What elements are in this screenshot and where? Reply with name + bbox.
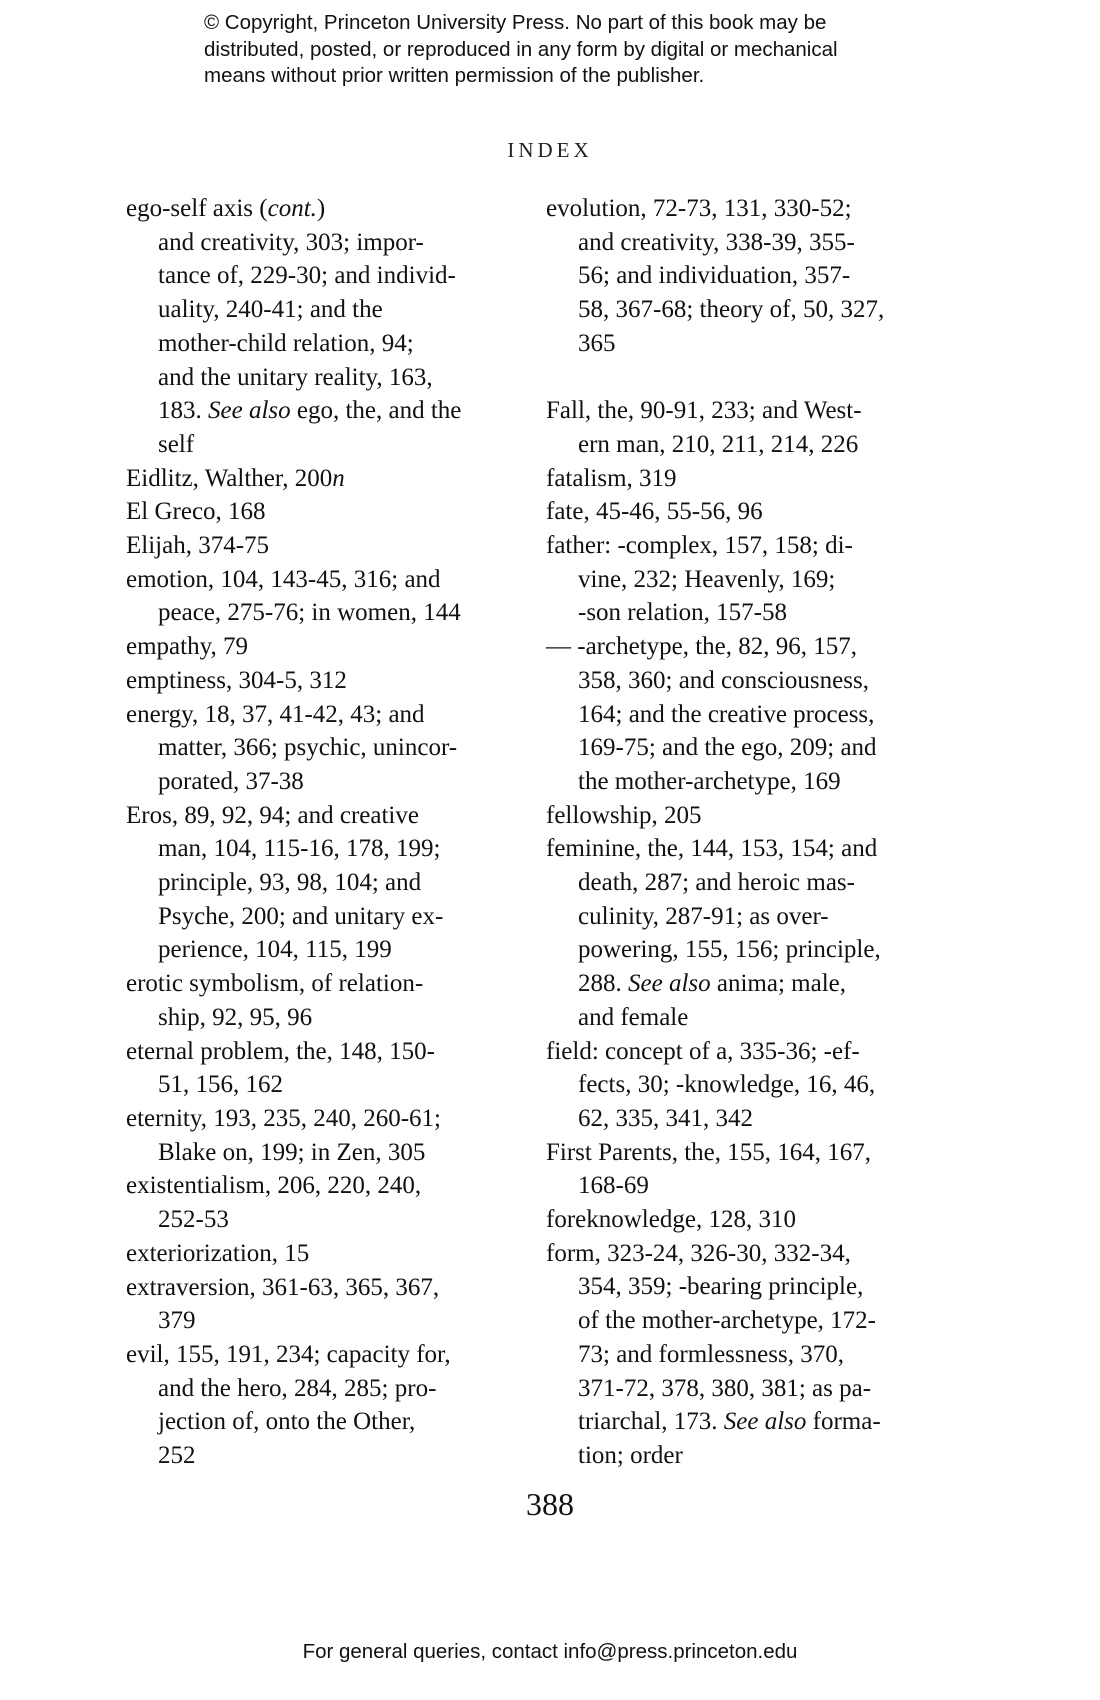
index-entry-line (126, 1102, 521, 1136)
index-subentry-line (546, 293, 926, 327)
entry-text: and creativity, 338-39, 355- (578, 228, 855, 256)
index-subentry-line (546, 1102, 926, 1136)
entry-text: Blake on, 199; in Zen, 305 (158, 1138, 426, 1166)
entry-text: forma- (806, 1408, 881, 1436)
entry-text: 51, 156, 162 (158, 1071, 283, 1099)
entry-text: exteriorization, 15 (126, 1239, 310, 1267)
index-subentry-line (546, 967, 926, 1001)
index-column-left (126, 192, 521, 1473)
index-subentry-line (126, 1001, 521, 1035)
entry-text: self (158, 430, 195, 458)
entry-text: tion; order (578, 1442, 683, 1469)
entry-text: ) (316, 195, 326, 222)
entry-text: 365 (578, 329, 616, 357)
entry-spacer (546, 361, 926, 395)
index-entry-line (546, 462, 926, 496)
entry-text: First Parents, the, 155, 164, 167, (546, 1138, 871, 1166)
index-subentry-line (126, 259, 521, 293)
entry-text: 252-53 (158, 1206, 229, 1234)
entry-text: ship, 92, 95, 96 (158, 1003, 313, 1031)
entry-text: — -archetype, the, 82, 96, 157, (546, 633, 858, 661)
entry-text: empathy, 79 (126, 633, 248, 661)
index-subentry-line (546, 933, 926, 967)
entry-text: jection of, onto the Other, (158, 1408, 416, 1436)
index-entry-line (126, 563, 521, 597)
entry-text: 288. (578, 970, 628, 998)
index-subentry-line (546, 327, 926, 361)
index-entry-line (126, 462, 521, 496)
entry-text: fate, 45-46, 55-56, 96 (546, 498, 763, 526)
index-entry-line (126, 1237, 521, 1271)
index-subentry-line (126, 731, 521, 765)
copyright-notice (204, 10, 924, 90)
index-entry-line (126, 630, 521, 664)
entry-text: 169-75; and the ego, 209; and (578, 734, 877, 762)
index-entry-line (546, 630, 926, 664)
index-entry-line (546, 1136, 926, 1170)
index-entry-line (126, 799, 521, 833)
index-entry-line (546, 1035, 926, 1069)
index-subentry-line (126, 900, 521, 934)
index-subentry-line (546, 1001, 926, 1035)
index-subentry-line (126, 933, 521, 967)
entry-text: matter, 366; psychic, unincor- (158, 734, 458, 762)
footer-contact: For general queries, contact info@press.princeton.edu (302, 1640, 798, 1663)
entry-text: 354, 359; -bearing principle, (578, 1273, 864, 1301)
index-heading: INDEX (507, 138, 593, 162)
entry-text: 358, 360; and consciousness, (578, 666, 869, 694)
entry-text: Eros, 89, 92, 94; and creative (126, 801, 419, 829)
index-subentry-line (126, 1439, 521, 1473)
entry-text: evolution, 72-73, 131, 330-52; (546, 195, 852, 222)
index-subentry-line (126, 327, 521, 361)
entry-text: -son relation, 157-58 (578, 599, 787, 627)
index-entry-line (546, 495, 926, 529)
copyright-line: distributed, posted, or reproduced in any form by digital or mechanical (204, 37, 838, 61)
entry-text: fellowship, 205 (546, 801, 702, 829)
index-entry-line (126, 529, 521, 563)
entry-italic-text: See also (723, 1408, 807, 1436)
entry-text: mother-child relation, 94; (158, 329, 414, 357)
index-subentry-line (126, 1405, 521, 1439)
entry-text: emptiness, 304-5, 312 (126, 666, 347, 694)
entry-text: erotic symbolism, of relation- (126, 970, 424, 998)
index-subentry-line (126, 293, 521, 327)
entry-text: man, 104, 115-16, 178, 199; (158, 835, 441, 863)
entry-text: Psyche, 200; and unitary ex- (158, 902, 444, 930)
entry-text: 56; and individuation, 357- (578, 262, 851, 290)
copyright-line: © Copyright, Princeton University Press. No part of this book may be (204, 11, 827, 34)
index-subentry-line (546, 259, 926, 293)
index-entry-line (126, 1271, 521, 1305)
index-subentry-line (546, 1068, 926, 1102)
index-entry-line (546, 799, 926, 833)
index-subentry-line (546, 1405, 926, 1439)
index-subentry-line (546, 1338, 926, 1372)
index-subentry-line (546, 900, 926, 934)
entry-text: 252 (158, 1442, 196, 1470)
entry-text: 183. (158, 397, 208, 425)
entry-text: culinity, 287-91; as over- (578, 902, 829, 930)
index-subentry-line (126, 1136, 521, 1170)
entry-text: energy, 18, 37, 41-42, 43; and (126, 700, 425, 728)
index-subentry-line (126, 866, 521, 900)
entry-text: extraversion, 361-63, 365, 367, (126, 1273, 440, 1301)
entry-text: triarchal, 173. (578, 1408, 724, 1436)
index-subentry-line (126, 832, 521, 866)
entry-text: Eidlitz, Walther, 200 (126, 464, 333, 492)
entry-italic-text: See also (628, 970, 711, 998)
index-subentry-line (126, 428, 521, 462)
entry-text: existentialism, 206, 220, 240, (126, 1172, 422, 1200)
entry-text: foreknowledge, 128, 310 (546, 1206, 796, 1234)
index-subentry-line (546, 1439, 926, 1473)
index-subentry-line (546, 1304, 926, 1338)
index-entry-line (126, 495, 521, 529)
index-entry-line (126, 664, 521, 698)
index-subentry-line (546, 765, 926, 799)
entry-text: porated, 37-38 (158, 767, 304, 795)
index-subentry-line (546, 698, 926, 732)
index-entry-line (126, 1338, 521, 1372)
index-subentry-line (126, 1203, 521, 1237)
entry-text: powering, 155, 156; principle, (578, 936, 881, 964)
entry-text: fects, 30; -knowledge, 16, 46, (578, 1071, 876, 1099)
entry-text: fatalism, 319 (546, 464, 677, 492)
entry-text: death, 287; and heroic mas- (578, 869, 855, 897)
entry-text: form, 323-24, 326-30, 332-34, (546, 1239, 851, 1267)
index-entry-line (546, 192, 926, 226)
entry-text: and the hero, 284, 285; pro- (158, 1374, 437, 1402)
entry-text: eternal problem, the, 148, 150- (126, 1037, 435, 1065)
entry-italic-text: n (332, 464, 345, 492)
entry-text: anima; male, (710, 970, 846, 998)
entry-text: feminine, the, 144, 153, 154; and (546, 835, 878, 863)
entry-text: ern man, 210, 211, 214, 226 (578, 430, 859, 458)
index-subentry-line (126, 1372, 521, 1406)
entry-text: principle, 93, 98, 104; and (158, 869, 422, 897)
entry-text: perience, 104, 115, 199 (158, 936, 392, 964)
entry-text: 379 (158, 1307, 196, 1335)
index-entry-line (546, 394, 926, 428)
index-entry-line (546, 529, 926, 563)
entry-text: the mother-archetype, 169 (578, 767, 841, 795)
index-entry-line (126, 192, 521, 226)
entry-text: 58, 367-68; theory of, 50, 327, (578, 296, 885, 324)
entry-text: ego, the, and the (290, 397, 462, 425)
index-entry-line (126, 967, 521, 1001)
entry-text: vine, 232; Heavenly, 169; (578, 565, 836, 593)
index-entry-line (546, 1237, 926, 1271)
index-subentry-line (546, 1372, 926, 1406)
entry-text: peace, 275-76; in women, 144 (158, 599, 461, 627)
entry-text: ego-self axis ( (126, 195, 268, 222)
entry-text: 164; and the creative process, (578, 700, 875, 728)
entry-italic-text: See also (208, 397, 291, 425)
entry-text: emotion, 104, 143-45, 316; and (126, 565, 441, 593)
index-subentry-line (546, 596, 926, 630)
index-entry-line (126, 698, 521, 732)
index-subentry-line (546, 664, 926, 698)
entry-text: 168-69 (578, 1172, 649, 1200)
index-entry-line (546, 1203, 926, 1237)
index-subentry-line (546, 428, 926, 462)
entry-text: father: -complex, 157, 158; di- (546, 532, 853, 560)
copyright-line: means without prior written permission of the publisher. (204, 64, 705, 87)
index-subentry-line (126, 394, 521, 428)
index-column-right (546, 192, 926, 1473)
entry-text: and creativity, 303; impor- (158, 228, 424, 256)
index-subentry-line (546, 731, 926, 765)
index-entry-line (126, 1169, 521, 1203)
index-subentry-line (126, 361, 521, 395)
index-subentry-line (126, 765, 521, 799)
entry-text: Elijah, 374-75 (126, 532, 270, 560)
index-subentry-line (546, 866, 926, 900)
index-subentry-line (126, 226, 521, 260)
index-entry-line (126, 1035, 521, 1069)
entry-text: Fall, the, 90-91, 233; and West- (546, 397, 862, 425)
entry-text: and female (578, 1003, 689, 1031)
index-subentry-line (546, 563, 926, 597)
entry-text: 62, 335, 341, 342 (578, 1104, 753, 1132)
entry-text: tance of, 229-30; and individ- (158, 262, 456, 290)
entry-text: uality, 240-41; and the (158, 296, 383, 324)
index-subentry-line (546, 1270, 926, 1304)
entry-text: 73; and formlessness, 370, (578, 1340, 844, 1368)
index-subentry-line (126, 1304, 521, 1338)
entry-text: evil, 155, 191, 234; capacity for, (126, 1340, 451, 1368)
entry-text: 371-72, 378, 380, 381; as pa- (578, 1374, 872, 1402)
index-subentry-line (546, 1169, 926, 1203)
entry-text: eternity, 193, 235, 240, 260-61; (126, 1104, 442, 1132)
index-entry-line (546, 832, 926, 866)
entry-italic-text: cont. (267, 195, 317, 222)
entry-text: field: concept of a, 335-36; -ef- (546, 1037, 860, 1065)
index-subentry-line (546, 226, 926, 260)
index-subentry-line (126, 596, 521, 630)
entry-text: and the unitary reality, 163, (158, 363, 433, 391)
page-number: 388 (526, 1486, 574, 1522)
index-subentry-line (126, 1068, 521, 1102)
entry-text: El Greco, 168 (126, 498, 266, 526)
entry-text: of the mother-archetype, 172- (578, 1307, 876, 1335)
